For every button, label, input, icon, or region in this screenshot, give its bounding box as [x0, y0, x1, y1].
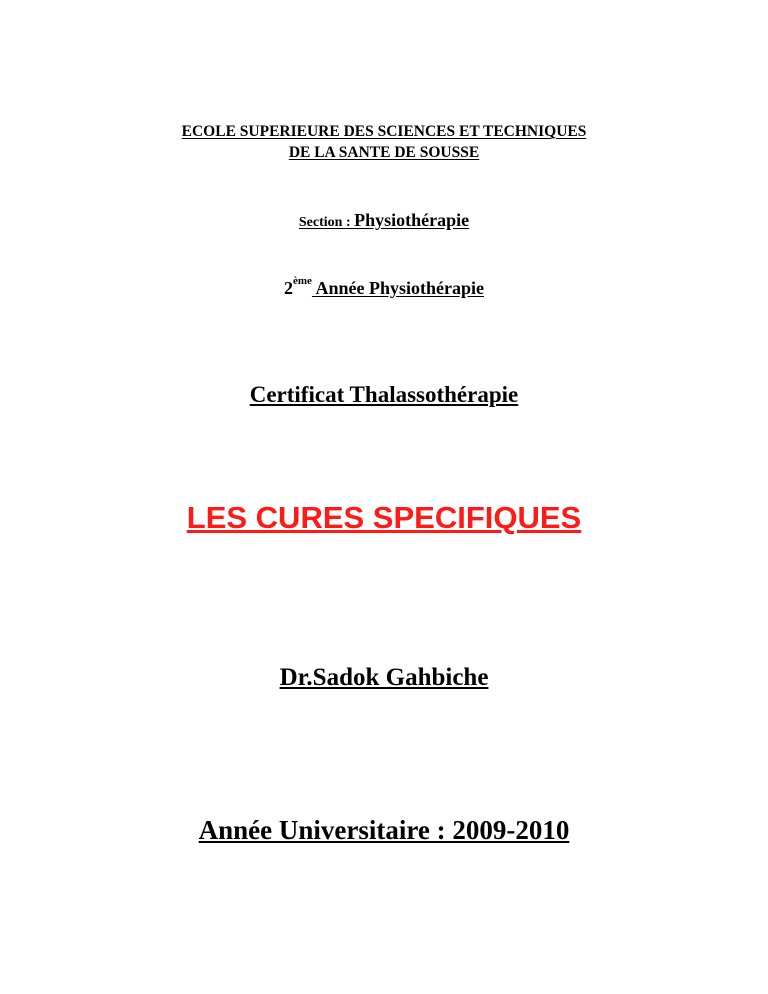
academic-year [0, 815, 768, 846]
certificate-text: Certificat Thalassothérapie [249, 382, 519, 407]
year-number: 2 [284, 278, 294, 298]
school-name-text-2: DE LA SANTE DE SOUSSE [288, 144, 480, 161]
study-year-line [0, 275, 768, 299]
section-label: Section : [298, 215, 355, 230]
certificate-title [0, 382, 768, 408]
year-superscript: ème [293, 275, 312, 287]
section-value: Physiothérapie [354, 210, 470, 230]
author-name [0, 664, 768, 692]
academic-year-text: Année Universitaire : 2009-2010 [198, 815, 570, 845]
year-text: Année Physiothérapie [311, 278, 484, 298]
school-name-line-2 [0, 143, 768, 163]
school-name-text-1: ECOLE SUPERIEURE DES SCIENCES ET TECHNIQUES [181, 123, 587, 140]
main-title-text: LES CURES SPECIFIQUES [186, 500, 582, 535]
main-title [0, 500, 768, 536]
school-name-line-1 [0, 122, 768, 142]
section-line [0, 210, 768, 231]
author-text: Dr.Sadok Gahbiche [279, 664, 489, 691]
